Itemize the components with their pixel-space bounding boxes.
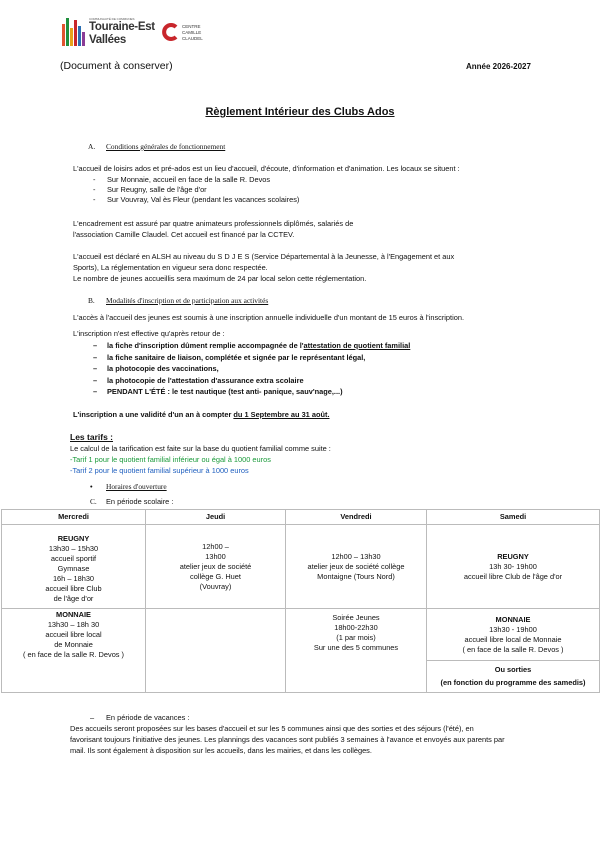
cell-line: accueil libre Club [45, 583, 102, 593]
cell-line: 13h30 – 15h30 [48, 543, 99, 553]
document-item: – PENDANT L'ÉTÉ : le test nautique (test anti- panique, sauv'nage,...) [73, 386, 410, 398]
section-b-marker: B. [88, 296, 95, 305]
cell-line: REUGNY [497, 551, 529, 561]
logo-org-line2: Vallées [89, 34, 126, 46]
cell-line: MONNAIE [495, 614, 531, 624]
logo-super-text: COMMUNAUTÉ DE COMMUNES [89, 17, 135, 21]
cell-samedi-reugny [427, 525, 600, 609]
validity-text [73, 410, 330, 420]
places-list [73, 175, 299, 206]
section-a-heading: Conditions générales de fonctionnement [106, 142, 226, 151]
cell-line: 13h00 [205, 551, 226, 561]
documents-list [73, 340, 410, 398]
cell-line: accueil sportif [50, 553, 97, 563]
cell-vendredi-soiree [286, 609, 427, 693]
decl-line-3: Le nombre de jeunes accueillis sera maximum de 24 par local selon cette réglementation. [73, 274, 367, 283]
c-logo-icon [162, 23, 180, 41]
header-vendredi: Vendredi [286, 510, 427, 525]
table-row [2, 525, 600, 609]
document-item: – la photocopie de l'attestation d'assurance extra scolaire [73, 375, 410, 387]
cell-line: Sur une des 5 communes [313, 643, 399, 652]
cell-line: 13h 30- 19h00 [489, 561, 537, 571]
cell-line: REUGNY [57, 533, 90, 543]
cell-line: accueil libre Club de l'âge d'or [463, 571, 563, 581]
vacances-line-3: mail. Ils sont également à disposition sur les accueils, dans les mairies, et dans les collèges. [70, 746, 372, 755]
schedule-table [1, 509, 600, 693]
logo2-line2: CAMILLE [182, 30, 202, 35]
cell-line: 16h – 18h30 [52, 573, 95, 583]
cell-line: accueil libre local de Monnaie [464, 634, 562, 644]
school-year: Année 2026-2027 [466, 62, 531, 71]
cell-line: Ou sorties [494, 665, 532, 674]
place-item: - Sur Reugny, salle de l'âge d'or [73, 185, 299, 195]
cell-samedi-monnaie [427, 609, 600, 661]
cell-line: 12h00 – [202, 541, 229, 551]
page-title: Règlement Intérieur des Clubs Ados [205, 106, 395, 118]
cell-samedi-sorties [427, 661, 600, 693]
cell-line: Soirée Jeunes [332, 613, 380, 622]
cell-line: 13h30 - 19h00 [489, 624, 537, 634]
cell-line: de l'âge d'or [53, 593, 94, 603]
place-item: - Sur Vouvray, Val ès Fleur (pendant les vacances scolaires) [73, 195, 299, 205]
cell-line: atelier jeux de société [179, 561, 252, 571]
cell-line: (Vouvray) [199, 581, 232, 591]
logo2-line1: CENTRE [182, 24, 201, 29]
table-header-row [2, 510, 600, 525]
vacances-dash: – [90, 713, 95, 722]
cell-line: ( en face de la salle R. Devos ) [462, 644, 564, 654]
keep-note: (Document à conserver) [60, 60, 173, 72]
decl-line-1: L'accueil est déclaré en ALSH au niveau du S D J E S (Service Départemental à la Jeunesse, à l'Engagement et aux [73, 252, 455, 261]
table-row [2, 609, 600, 661]
place-item: - Sur Monnaie, accueil en face de la salle R. Devos [73, 175, 299, 185]
section-b-heading: Modalités d'inscription et de participation aux activités [106, 296, 269, 305]
logo2-line3: CLAUDEL [182, 36, 203, 41]
section-c-marker: C. [90, 497, 97, 506]
cell-line: accueil libre local [45, 630, 102, 639]
document-item [73, 340, 410, 352]
cell-line: MONNAIE [56, 610, 91, 619]
tarifs-intro: Le calcul de la tarification est faite sur la base du quotient familial comme suite : [70, 444, 331, 453]
centre-logo [162, 22, 222, 44]
staff-line-1: L'encadrement est assuré par quatre animateurs professionnels diplômés, salariés de [73, 219, 354, 228]
cell-line: Montaigne (Tours Nord) [317, 571, 395, 581]
bullet-icon: • [90, 482, 93, 491]
document-item: – la photocopie des vaccinations, [73, 363, 410, 375]
cell-vendredi-midi [286, 525, 427, 609]
validity-prefix: L'inscription a une validité d'un an à compter [73, 410, 234, 419]
cell-line: atelier jeux de société collège [307, 561, 405, 571]
school-period-label: En période scolaire : [106, 497, 174, 506]
vacances-heading: En période de vacances : [106, 713, 190, 722]
effective-text: L'inscription n'est effective qu'après retour de : [73, 329, 225, 338]
cell-mercredi-reugny [2, 525, 146, 609]
decl-line-2: Sports), La réglementation en vigueur sera donc respectée. [73, 263, 268, 272]
logo-org-line1: Touraine-Est [89, 21, 155, 33]
org-logo [62, 16, 162, 48]
tarif-1: -Tarif 1 pour le quotient familial inférieur ou égal à 1000 euros [70, 455, 271, 464]
cell-line: de Monnaie [54, 640, 93, 649]
cell-line: ( en face de la salle R. Devos ) [22, 650, 125, 659]
document-item: – la fiche sanitaire de liaison, complétée et signée par le représentant légal, [73, 352, 410, 364]
cell-line: Gymnase [57, 563, 90, 573]
validity-dates: du 1 Septembre au 31 août. [233, 410, 330, 419]
vacances-line-2: favorisant toujours l'initiative des jeunes. Les plannings des vacances sont publiés 3 semaines à l'avance et envoyés aux parents par [70, 735, 505, 744]
vacances-line-1: Des accueils seront proposées sur les bases d'accueil et sur les 5 communes ainsi que des sorties et des séjours (l'été), en [70, 724, 474, 733]
cell-line: (1 par mois) [336, 633, 376, 642]
section-a-intro: L'accueil de loisirs ados et pré-ados est un lieu d'accueil, d'écoute, d'information et d'animation. Les locaux se situent : [73, 164, 460, 173]
staff-line-2: l'association Camille Claudel. Cet accueil est financé par la CCTEV. [73, 230, 295, 239]
horaires-heading: Horaires d'ouverture [106, 482, 167, 491]
cell-line: collège G. Huet [190, 571, 241, 581]
cell-line: 13h30 – 18h 30 [47, 620, 100, 629]
header-mercredi: Mercredi [2, 510, 146, 525]
cell-line: (en fonction du programme des samedis) [440, 678, 586, 687]
section-a-marker: A. [88, 142, 96, 151]
cell-line: 12h00 – 13h30 [331, 551, 381, 561]
fee-text: L'accès à l'accueil des jeunes est soumis à une inscription annuelle individuelle d'un montant de 15 euros à l'inscription. [73, 313, 465, 322]
document-item-link: attestation de quotient familial [303, 341, 411, 350]
document-item-text: la fiche d'inscription dûment remplie accompagnée de l' [107, 341, 304, 350]
cell-mercredi-monnaie [2, 609, 146, 693]
cell-jeudi [146, 525, 286, 609]
cell-jeudi-empty [146, 609, 286, 693]
logo-bars-icon [62, 18, 86, 46]
header-jeudi: Jeudi [146, 510, 286, 525]
header-samedi: Samedi [427, 510, 600, 525]
tarif-2: -Tarif 2 pour le quotient familial supérieur à 1000 euros [70, 466, 249, 475]
tarifs-heading: Les tarifs : [70, 432, 113, 442]
cell-line: 18h00-22h30 [334, 623, 378, 632]
